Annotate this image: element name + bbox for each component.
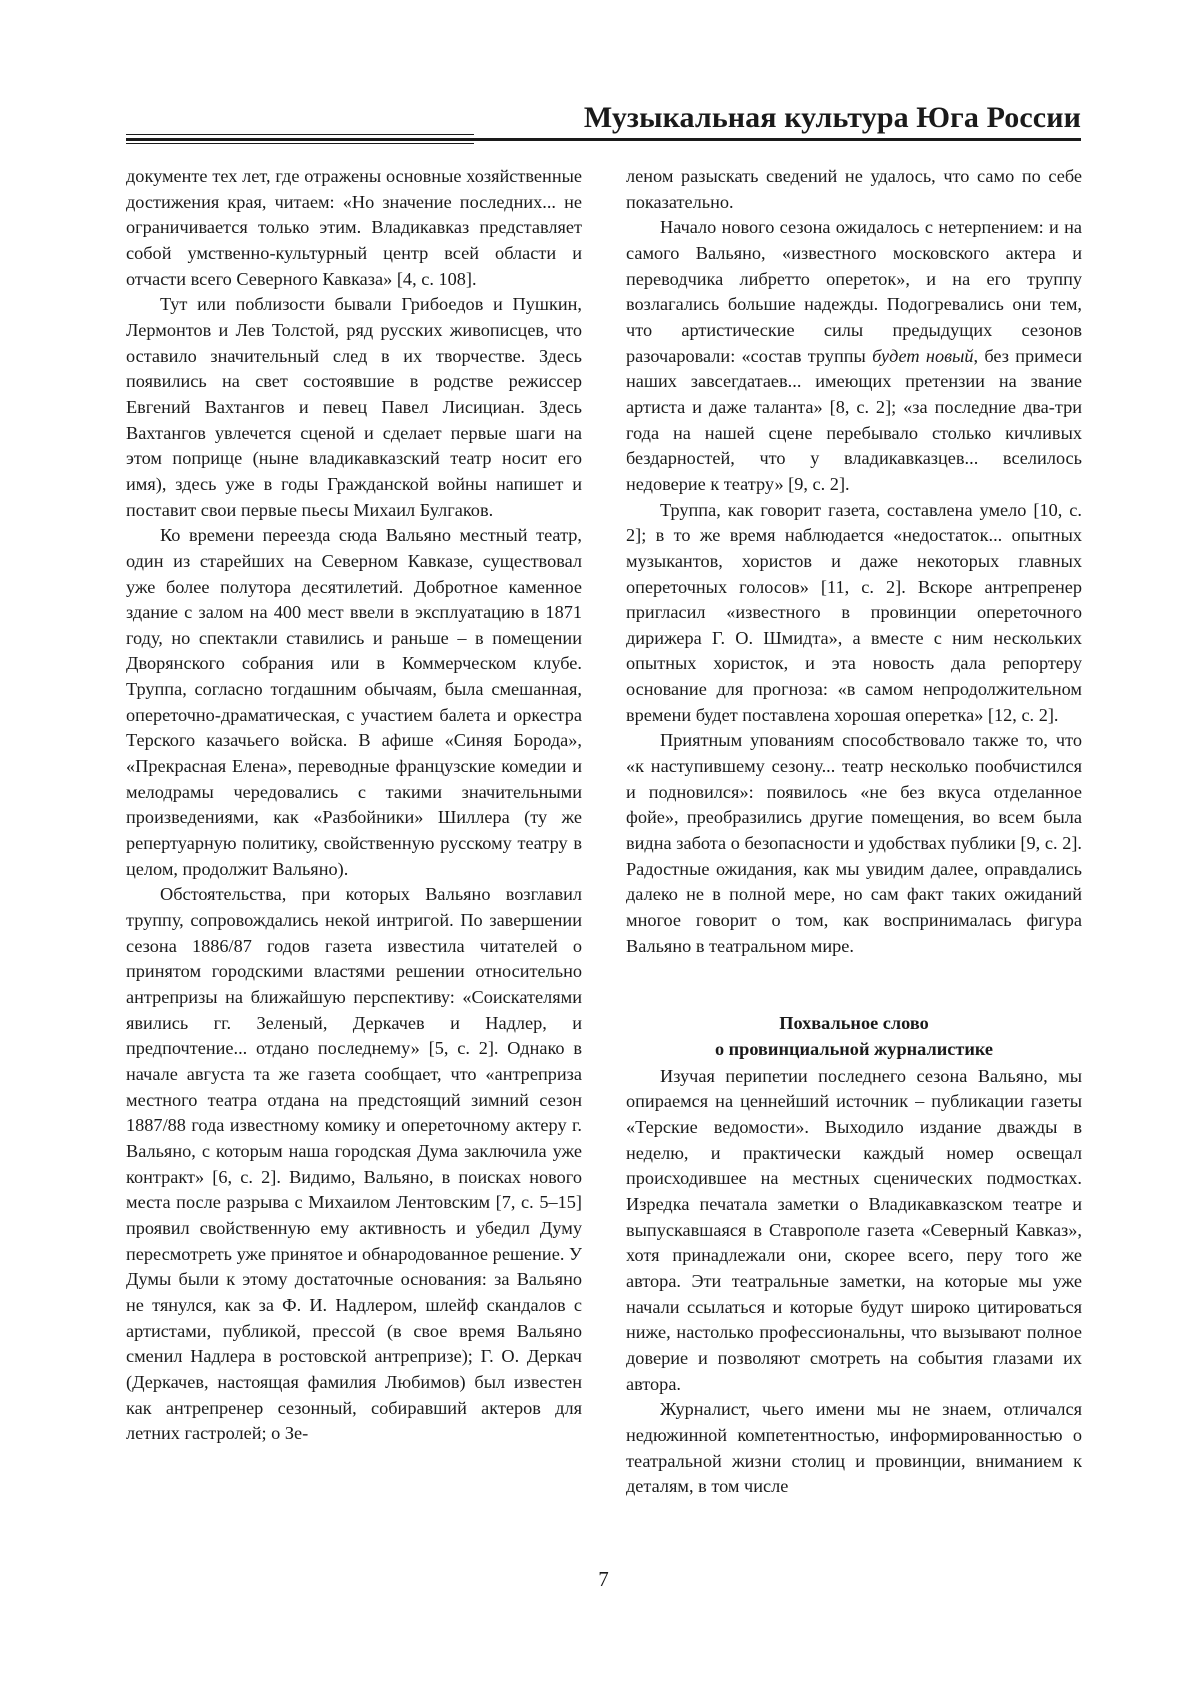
page-number: 7 <box>598 1567 609 1591</box>
paragraph: Изучая перипетии последнего сезона Вальяно, мы опираемся на ценнейший источник – публикации газеты «Терские ведомости». Выходило издание дважды в неделю, и практически каждый номер освещал происходившее на местных сценических подмостках. Изредка печатала заметки о Владикавказском театре и выпускавшаяся в Ставрополе газета «Северный Кавказ», хотя принадлежали они, скорее всего, перу того же автора. Эти театральные заметки, на которые мы уже начали ссылаться и которые будут широко цитироваться ниже, настолько профессиональны, что вызывают полное доверие и позволяют смотреть на события глазами их автора. <box>626 1065 1082 1394</box>
header-rule-thin-upper <box>126 134 474 135</box>
paragraph: Тут или поблизости бывали Грибоедов и Пушкин, Лермонтов и Лев Толстой, ряд русских живописцев, что оставило значительный след в их творчестве. Здесь появились на свет состоявшие в родстве режиссер Евгений Вахтангов и певец Павел Лисициан. Здесь Вахтангов увлечется сценой и сделает первые шаги на этом поприще (ныне владикавказский театр носит его имя), здесь уже в годы Гражданской войны напишет и поставит свои первые пьесы Михаил Булгаков. <box>126 294 582 520</box>
italic-quote: будет новый <box>872 345 974 366</box>
section-heading-line: о провинциальной журналистике <box>714 1039 994 1059</box>
header-rule-thick <box>126 138 1081 141</box>
header-rule-thin-lower <box>126 143 474 144</box>
left-column <box>126 164 582 1447</box>
paragraph: Ко времени переезда сюда Вальяно местный театр, один из старейших на Северном Кавказе, существовал уже более полутора десятилетий. Добротное каменное здание с залом на 400 мест ввели в эксплуатацию в 1871 году, но спектакли ставились и раньше – в помещении Дворянского собрания или в Коммерческом клубе. Труппа, согласно тогдашним обычаям, была смешанная, опереточно-драматическая, с участием балета и оркестра Терского казачьего войска. В афише «Синяя Борода», «Прекрасная Елена», переводные французские комедии и мелодрамы чередовались с такими значительными произведениями, как «Разбойники» Шиллера (ту же репертуарную политику, свойственную русскому театру в целом, продолжит Вальяно). <box>126 525 582 879</box>
section-heading <box>626 1011 1082 1062</box>
paragraph: документе тех лет, где отражены основные хозяйственные достижения края, читаем: «Но значение последних... не ограничивается только этим. Владикавказ представляет собой умственно-культурный центр всей области и отчасти всего Северного Кавказа» [4, с. 108]. <box>126 166 582 289</box>
paragraph <box>626 215 1082 497</box>
right-column <box>626 164 1082 1500</box>
journal-running-head: Музыкальная культура Юга России <box>583 101 1081 134</box>
section-heading-line: Похвальное слово <box>779 1013 929 1034</box>
paragraph-text: Начало нового сезона ожидалось с нетерпением: и на самого Вальяно, «известного московского актера и переводчика либретто опереток», и на его труппу возлагались большие надежды. Подогревались они тем, что артистические силы предыдущих сезонов разочаровали: «состав труппы <box>626 217 1082 366</box>
paragraph: Труппа, как говорит газета, составлена умело [10, с. 2]; в то же время наблюдается «недостаток... опытных музыкантов, хористов и даже некоторых главных опереточных голосов» [11, с. 2]. Вскоре антрепренер пригласил «известного в провинции опереточного дирижера Г. О. Шмидта», а вместе с ним нескольких опытных хористок, и эта новость дала репортеру основание для прогноза: «в самом непродолжительном времени будет поставлена хорошая оперетка» [12, с. 2]. <box>626 499 1082 725</box>
paragraph: леном разыскать сведений не удалось, что само по себе показательно. <box>626 166 1082 212</box>
paragraph-text: , без примеси наших завсегдатаев... имеющих претензии на звание артиста и даже таланта» [8, с. 2]; «за последние два-три года на нашей сцене перебывало столько кичливых бездарностей, что у владикавказцев... вселилось недоверие к театру» [9, с. 2]. <box>626 345 1082 494</box>
paragraph: Приятным упованиям способствовало также то, что «к наступившему сезону... театр несколько пообчистился и подновился»: появилось «не без вкуса отделанное фойе», преобразились другие помещения, во всем была видна забота о безопасности и удобствах публики [9, с. 2]. Радостные ожидания, как мы увидим далее, оправдались далеко не в полной мере, но сам факт таких ожиданий многое говорит о том, как воспринималась фигура Вальяно в театральном мире. <box>626 730 1082 956</box>
paragraph: Обстоятельства, при которых Вальяно возглавил труппу, сопровождались некой интригой. По завершении сезона 1886/87 годов газета известила читателей о принятом городскими властями решении относительно антрепризы на ближайшую перспективу: «Соискателями явились гг. Зеленый, Деркачев и Надлер, и предпочтение... отдано последнему» [5, с. 2]. Однако в начале августа та же газета сообщает, что «антреприза местного театра отдана на предстоящий зимний сезон 1887/88 года известному комику и опереточному актеру г. Вальяно, с которым наша городская Дума заключила уже контракт» [6, с. 2]. Видимо, Вальяно, в поисках нового места после разрыва с Михаилом Лентовским [7, с. 5–15] проявил свойственную ему активность и убедил Думу пересмотреть уже принятое и обнародованное решение. У Думы были к этому достаточные основания: за Вальяно не тянулся, как за Ф. И. Надлером, шлейф скандалов с артистами, публикой, прессой (в свое время Вальяно сменил Надлера в ростовской антрепризе); Г. О. Деркач (Деркачев, настоящая фамилия Любимов) был известен как антрепренер сезонный, собиравший актеров для летних гастролей; о Зе- <box>126 884 582 1444</box>
paragraph: Журналист, чьего имени мы не знаем, отличался недюжинной компетентностью, информированностью о театральной жизни столиц и провинции, вниманием к деталям, в том числе <box>626 1399 1082 1497</box>
